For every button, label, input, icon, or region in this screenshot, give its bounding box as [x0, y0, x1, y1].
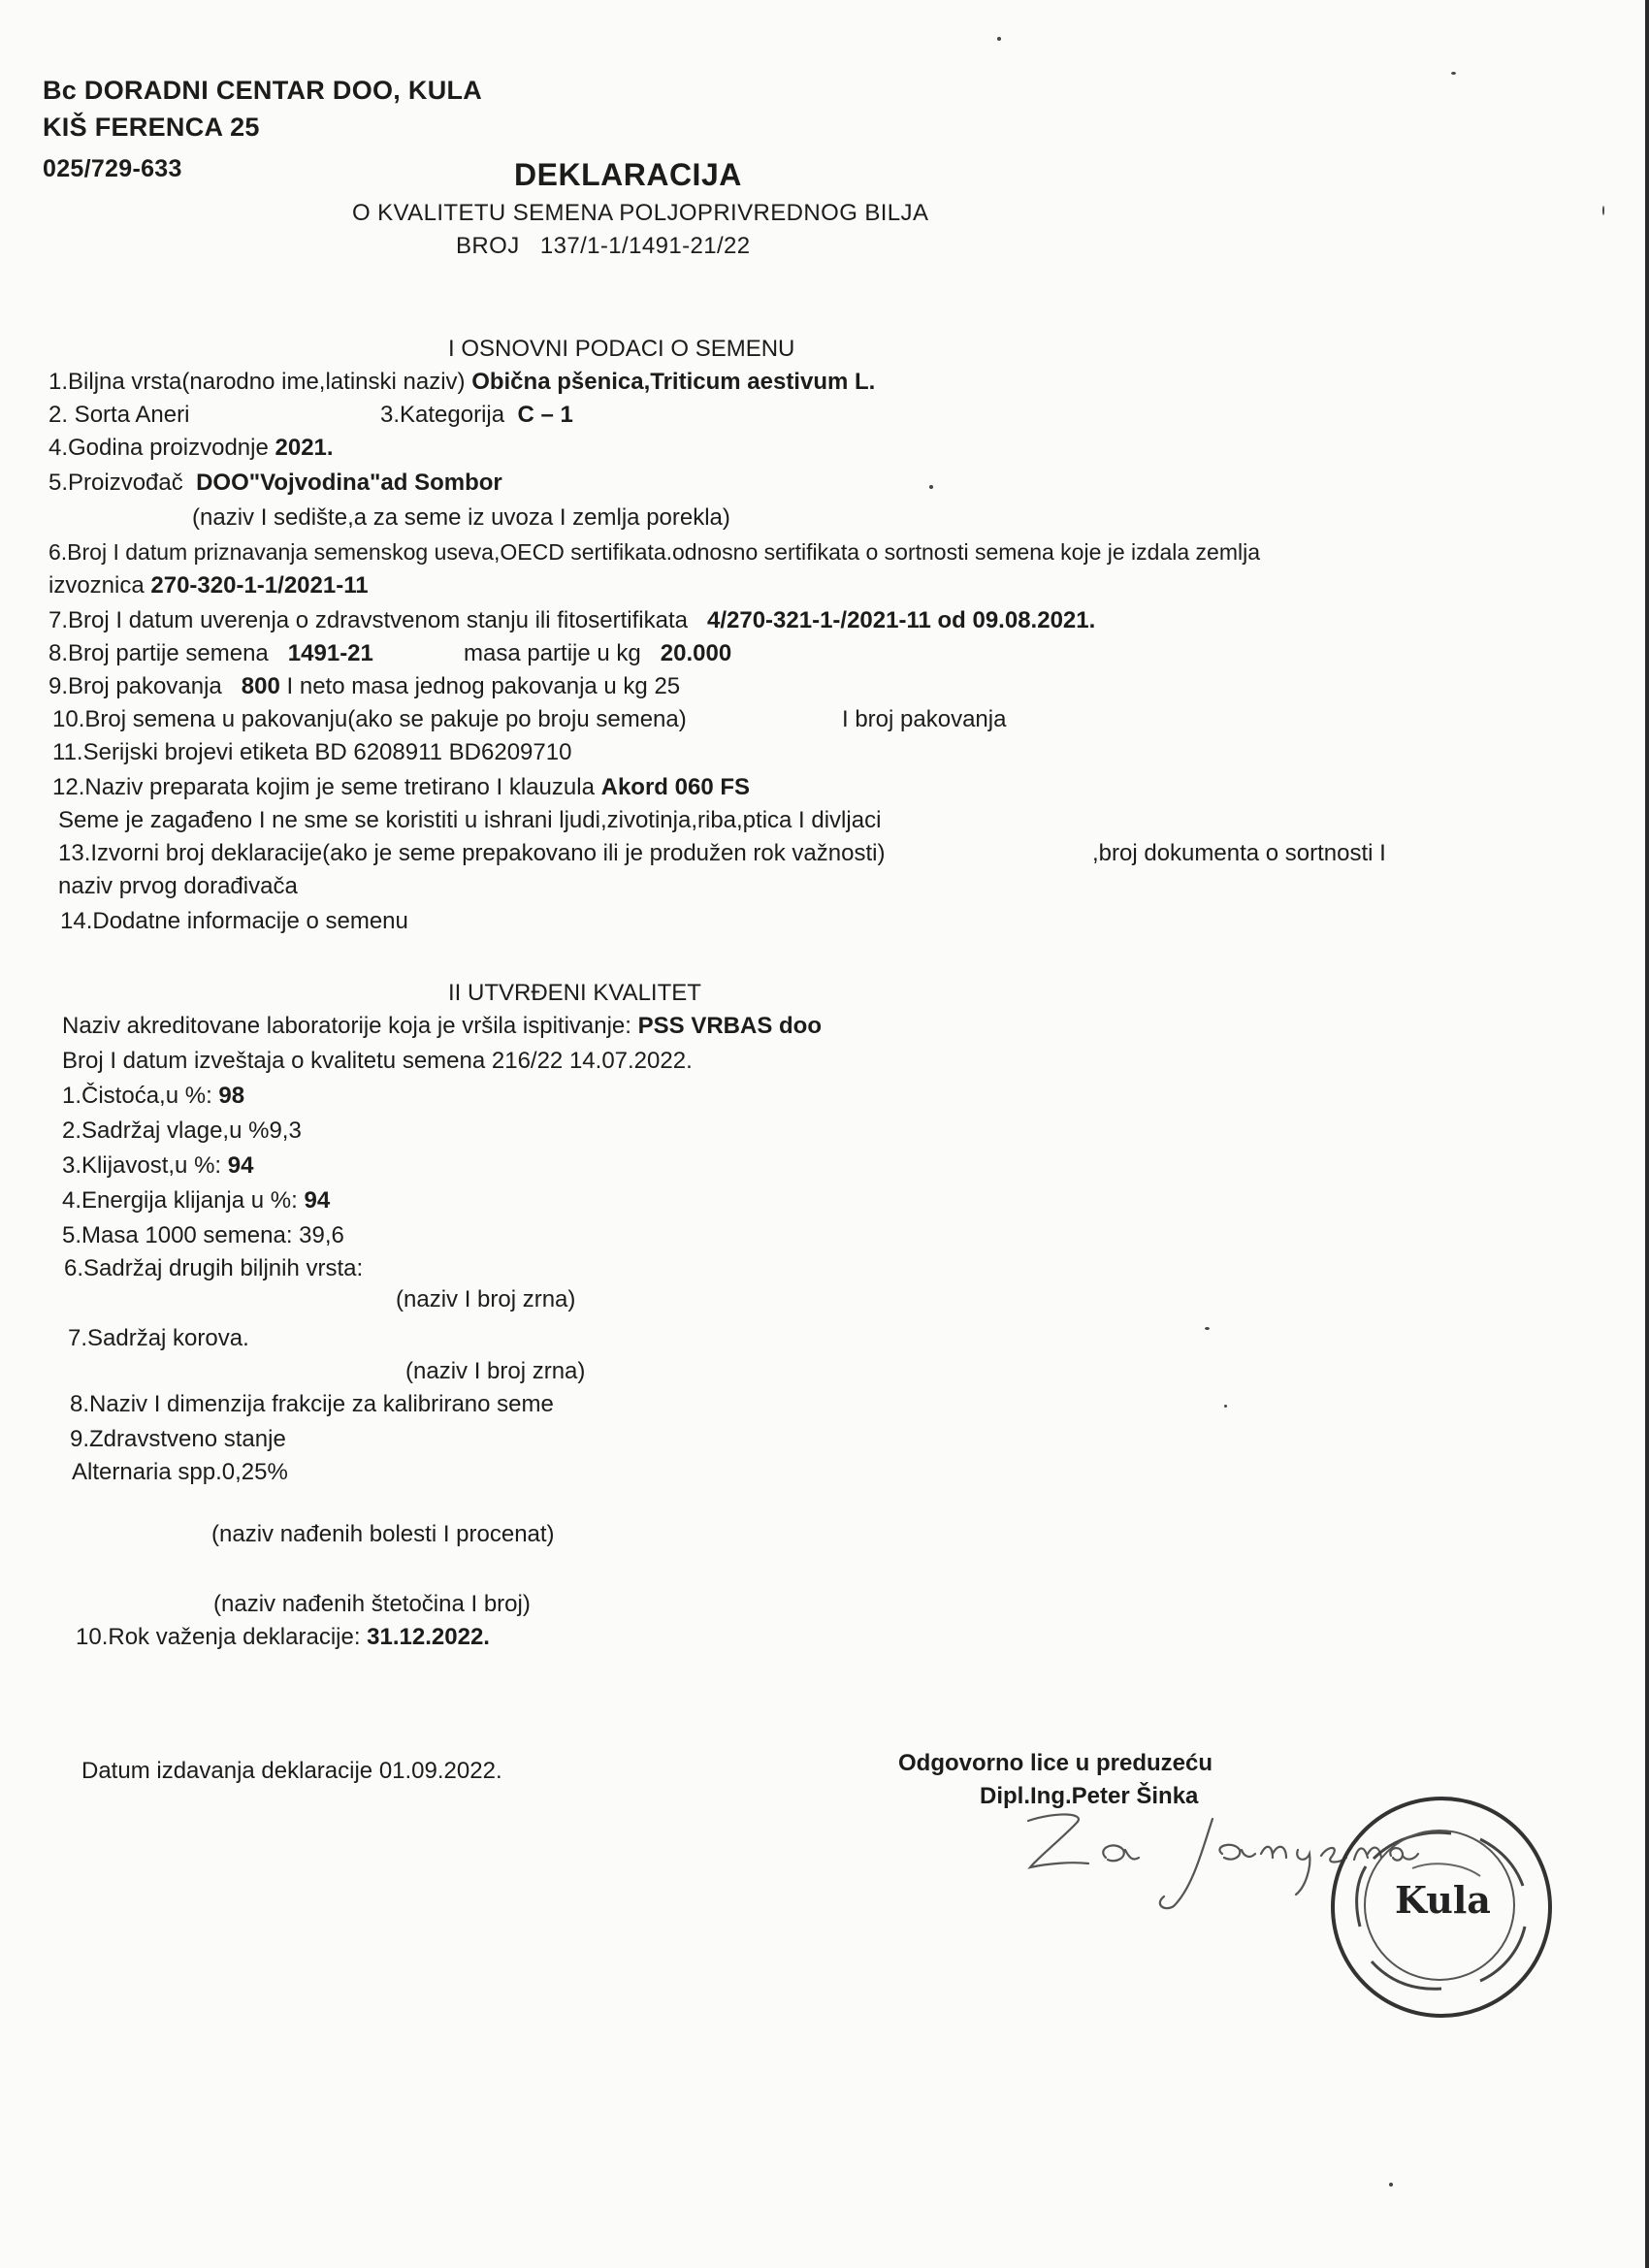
company-phone: 025/729-633 — [43, 155, 182, 182]
field-label: 9.Broj pakovanja — [48, 673, 222, 699]
weeds-note: (naziv I broj zrna) — [405, 1358, 586, 1384]
field-variety-document: ,broj dokumenta o sortnosti I — [1092, 840, 1386, 866]
field-label: 7.Broj I datum uverenja o zdravstvenom stanju ili fitosertifikata — [48, 607, 688, 633]
field-label: 10.Rok važenja deklaracije: — [76, 1624, 361, 1650]
field-laboratory — [62, 1013, 822, 1040]
quality-germination — [62, 1152, 253, 1180]
declaration-validity — [76, 1624, 490, 1651]
field-recognition-text: 6.Broj I datum priznavanja semenskog useva,OECD sertifikata.odnosno sertifikata o sortnosti semena koje je izdala zemlja — [48, 539, 1260, 565]
field-label: izvoznica — [48, 572, 145, 599]
field-value: 94 — [304, 1187, 331, 1214]
company-address: KIŠ FERENCA 25 — [43, 113, 260, 142]
field-label: 3.Klijavost,u %: — [62, 1152, 222, 1179]
field-label: 5.Proizvođač — [48, 470, 183, 496]
field-health-certificate — [48, 607, 1095, 634]
field-label: 4.Godina proizvodnje — [48, 435, 269, 461]
field-original-declaration: 13.Izvorni broj deklaracije(ako je seme prepakovano ili je produžen rok važnosti) — [58, 840, 886, 866]
quality-weeds: 7.Sadržaj korova. — [68, 1325, 249, 1351]
other-species-note: (naziv I broj zrna) — [396, 1286, 576, 1312]
field-production-year — [48, 435, 334, 462]
quality-calibration-fraction: 8.Naziv I dimenzija frakcije za kalibrirano seme — [70, 1391, 554, 1417]
scan-speck — [1389, 2183, 1393, 2187]
field-value: 270-320-1-1/2021-11 — [150, 572, 369, 599]
field-value: DOO"Vojvodina"ad Sombor — [196, 470, 502, 496]
field-recognition-number — [48, 572, 369, 599]
field-value: C – 1 — [517, 402, 573, 428]
field-value: 800 — [241, 673, 280, 699]
field-value: Obična pšenica,Triticum aestivum L. — [471, 369, 876, 395]
field-label-serials: 11.Serijski brojevi etiketa BD 6208911 BD6209710 — [52, 739, 572, 765]
field-additional-info: 14.Dodatne informacije o semenu — [60, 908, 408, 934]
section2-heading: II UTVRĐENI KVALITET — [448, 980, 701, 1006]
quality-health-status: 9.Zdravstveno stanje — [70, 1426, 286, 1452]
field-value: 31.12.2022. — [367, 1624, 490, 1650]
section1-heading: I OSNOVNI PODACI O SEMENU — [448, 336, 795, 362]
field-value: 1491-21 — [287, 640, 373, 666]
treatment-warning: Seme je zagađeno I ne sme se koristiti u ishrani ljudi,zivotinja,riba,ptica I divljaci — [58, 807, 882, 833]
field-lot-number — [48, 640, 373, 667]
field-lab-report: Broj I datum izveštaja o kvalitetu semena 216/22 14.07.2022. — [62, 1048, 693, 1074]
field-label: Naziv akreditovane laboratorije koja je vršila ispitivanje: — [62, 1013, 631, 1039]
field-label: 4.Energija klijanja u %: — [62, 1187, 298, 1214]
scan-speck — [1205, 1327, 1210, 1330]
scan-speck — [1224, 1405, 1227, 1408]
stamp-text: Kula — [1395, 1878, 1491, 1922]
responsible-person-name: Dipl.Ing.Peter Šinka — [980, 1783, 1199, 1809]
quality-purity — [62, 1083, 244, 1110]
quality-thousand-seed-mass: 5.Masa 1000 semena: 39,6 — [62, 1222, 344, 1248]
field-producer — [48, 470, 502, 497]
field-value: Akord 060 FS — [600, 774, 750, 800]
scan-speck — [997, 37, 1001, 41]
document-subtitle: O KVALITETU SEMENA POLJOPRIVREDNOG BILJA — [352, 200, 929, 226]
field-seeds-per-package: 10.Broj semena u pakovanju(ako se pakuje po broju semena) — [52, 706, 687, 732]
field-lot-mass — [464, 640, 731, 667]
company-stamp — [1331, 1797, 1552, 2018]
health-status-value: Alternaria spp.0,25% — [72, 1459, 288, 1485]
field-label: 3.Kategorija — [380, 402, 505, 428]
field-value: 20.000 — [660, 640, 732, 666]
field-value: 94 — [227, 1152, 254, 1179]
field-value: 98 — [218, 1083, 245, 1109]
producer-note: (naziv I sedište,a za seme iz uvoza I zemlja porekla) — [192, 504, 730, 531]
quality-other-species: 6.Sadržaj drugih biljnih vrsta: — [64, 1255, 364, 1281]
field-label: I neto masa jednog pakovanja u kg 25 — [286, 673, 681, 699]
field-category — [380, 402, 573, 429]
field-variety: 2. Sorta Aneri — [48, 402, 190, 428]
field-label: masa partije u kg — [464, 640, 641, 666]
document-title: DEKLARACIJA — [514, 157, 742, 192]
field-seeds-package-count: I broj pakovanja — [842, 706, 1007, 732]
field-first-processor: naziv prvog dorađivača — [58, 873, 298, 899]
field-label: 8.Broj partije semena — [48, 640, 269, 666]
field-label: 1.Biljna vrsta(narodno ime,latinski naziv) — [48, 369, 466, 395]
field-value: 2021. — [275, 435, 334, 461]
scan-speck — [1602, 206, 1604, 215]
field-treatment — [52, 774, 750, 801]
field-value: 4/270-321-1-/2021-11 od 09.08.2021. — [706, 607, 1096, 633]
field-package-count — [48, 673, 680, 700]
field-label: 1.Čistoća,u %: — [62, 1083, 212, 1109]
quality-germination-energy — [62, 1187, 330, 1215]
scan-speck — [1451, 72, 1456, 75]
document-number — [456, 233, 751, 260]
issue-date: Datum izdavanja deklaracije 01.09.2022. — [81, 1758, 502, 1784]
company-name: Bc DORADNI CENTAR DOO, KULA — [43, 76, 483, 105]
responsible-person-label: Odgovorno lice u preduzeću — [898, 1750, 1213, 1776]
number-label: BROJ — [456, 233, 520, 259]
field-label: 12.Naziv preparata kojim je seme tretirano I klauzula — [52, 774, 595, 800]
diseases-note: (naziv nađenih bolesti I procenat) — [211, 1521, 555, 1547]
field-value: PSS VRBAS doo — [637, 1013, 822, 1039]
pests-note: (naziv nađenih štetočina I broj) — [213, 1591, 531, 1617]
scan-speck — [929, 485, 933, 489]
quality-moisture: 2.Sadržaj vlage,u %9,3 — [62, 1118, 302, 1144]
number-value: 137/1-1/1491-21/22 — [539, 233, 751, 259]
scan-edge — [1645, 0, 1649, 2268]
field-plant-species — [48, 369, 875, 396]
